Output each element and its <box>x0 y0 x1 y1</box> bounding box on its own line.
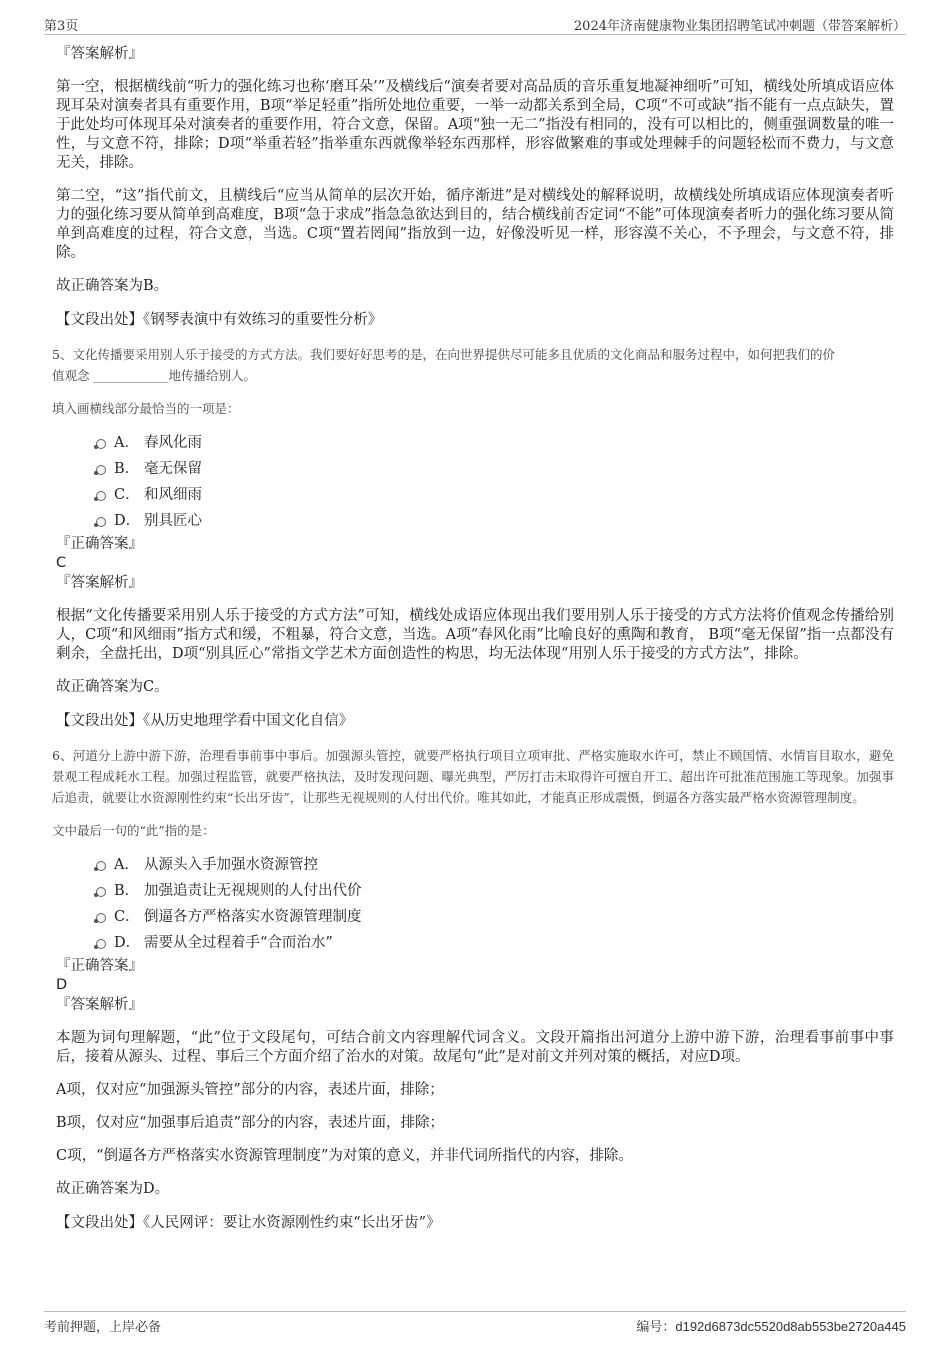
q4-analysis-label: 『答案解析』 <box>56 46 143 62</box>
q6-stem: 6、河道分上游中游下游，治理看事前事中事后。加强源头管控，就要严格执行项目立项审批、严格实施取水许可，禁止不顾国情、水情盲目取水，避免景观工程成耗水工程。加强过程监管，就要严格执法，及时发现问题、曝光典型，严厉打击未取得许可擅自开工、超出许可批准范围施工等现象。加强事后追责，就要让水资源刚性约束“长出牙齿”，让那些无视规则的人付出代价。唯其如此，才能真正形成震慑，倒逼各方落实最严格水资源管理制度。 <box>52 748 894 805</box>
q6-source: 【文段出处】《人民网评：要让水资源刚性约束“长出牙齿”》 <box>56 1215 441 1231</box>
q4-source: 【文段出处】《钢琴表演中有效练习的重要性分析》 <box>56 312 383 328</box>
q4-conclusion: 故正确答案为B。 <box>56 278 169 294</box>
page-header <box>44 12 906 35</box>
q6-options <box>56 852 894 956</box>
q5-source: 【文段出处】《从历史地理学看中国文化自信》 <box>56 713 354 729</box>
footer-code <box>636 1316 906 1335</box>
q5-conclusion: 故正确答案为C。 <box>56 679 169 695</box>
radio-icon[interactable] <box>96 887 106 897</box>
q6-option-d[interactable]: D． 需要从全过程着手“合而治水” <box>94 930 894 956</box>
q4-analysis-para-2: 第二空，“这”指代前文，且横线后“应当从简单的层次开始，循序渐进”是对横线处的解释说明，故横线处所填成语应体现演奏者听力的强化练习要从简单到高难度，B项“急于求成”指急急欲达到目的，结合横线前否定词“不能”可体现演奏者听力的强化练习要从简单到高难度的过程，符合文意，当选。C项“置若罔闻”指放到一边，好像没听见一样，形容漠不关心，不予理会，与文意不符，排除。 <box>56 188 894 261</box>
q5-option-a[interactable]: A． 春风化雨 <box>94 430 894 456</box>
q6-option-c[interactable]: C． 倒逼各方严格落实水资源管理制度 <box>94 904 894 930</box>
document-title: 2024年济南健康物业集团招聘笔试冲刺题（带答案解析） <box>573 19 906 34</box>
q6-analysis-para-1: 本题为词句理解题，“此”位于文段尾句，可结合前文内容理解代词含义。文段开篇指出河道分上游中游下游，治理看事前事中事后，接着从源头、过程、事后三个方面介绍了治水的对策。故尾句“此”是对前文并列对策的概括，对应D项。 <box>56 1030 894 1065</box>
q5-options <box>56 430 894 534</box>
q5-option-d[interactable]: D． 别具匠心 <box>94 508 894 534</box>
radio-icon[interactable] <box>96 439 106 449</box>
footer-code-value: d192d6873dc5520d8ab553be2720a445 <box>675 1319 906 1334</box>
q6-point-b: B项，仅对应“加强事后追责”部分的内容，表述片面，排除； <box>56 1115 444 1131</box>
q6-point-a: A项，仅对应“加强源头管控”部分的内容，表述片面，排除； <box>56 1082 444 1098</box>
q5-correct-label: 『正确答案』 <box>56 536 143 552</box>
radio-icon[interactable] <box>96 491 106 501</box>
q5-option-b[interactable]: B． 毫无保留 <box>94 456 894 482</box>
q5-stem-line-1: 5、文化传播要采用别人乐于接受的方式方法。我们要好好思考的是，在向世界提供尽可能多且优质的文化商品和服务过程中，如何把我们的价 <box>52 347 835 362</box>
footer-code-label: 编号： <box>636 1320 676 1335</box>
q5-correct-answer: C <box>56 555 67 571</box>
q5-stem-line-2-post: 地传播给别人。 <box>168 368 257 383</box>
q4-analysis-para-1: 第一空，根据横线前“听力的强化练习也称‘磨耳朵’”及横线后“演奏者要对高品质的音乐重复地凝神细听”可知，横线处所填成语应体现耳朵对演奏者具有重要作用，B项“举足轻重”指所处地位重要，一举一动都关系到全局，C项“不可或缺”指不能有一点点缺失，置于此处均可体现耳朵对演奏者的重要作用，符合文意，保留。A项“独一无二”指没有相同的，没有可以相比的，侧重强调数量的唯一性，与文意不符，排除；D项“举重若轻”指举重东西就像举轻东西那样，形容做繁难的事或处理棘手的问题轻松而不费力，与文意无关，排除。 <box>56 79 894 171</box>
q6-correct-label: 『正确答案』 <box>56 958 143 974</box>
q6-correct-answer: D <box>56 977 68 993</box>
radio-icon[interactable] <box>96 861 106 871</box>
q5-fill-blank: ____________ <box>93 368 169 383</box>
q5-analysis-label: 『答案解析』 <box>56 575 143 591</box>
radio-icon[interactable] <box>96 939 106 949</box>
q5-option-c[interactable]: C． 和风细雨 <box>94 482 894 508</box>
q6-option-b[interactable]: B． 加强追责让无视规则的人付出代价 <box>94 878 894 904</box>
page-content <box>52 44 894 1233</box>
q5-stem <box>52 344 894 386</box>
q5-stem-line-2-pre: 值观念 <box>52 368 90 383</box>
q6-point-c: C项，“倒逼各方严格落实水资源管理制度”为对策的意义，并非代词所指代的内容，排除。 <box>56 1148 633 1164</box>
page-number: 第3页 <box>44 19 79 34</box>
radio-icon[interactable] <box>96 465 106 475</box>
q6-option-a[interactable]: A． 从源头入手加强水资源管控 <box>94 852 894 878</box>
q6-prompt: 文中最后一句的“此”指的是： <box>52 823 215 838</box>
page-footer <box>44 1311 906 1336</box>
q6-conclusion: 故正确答案为D。 <box>56 1181 170 1197</box>
footer-slogan: 考前押题，上岸必备 <box>44 1320 162 1335</box>
q5-analysis-para-1: 根据“文化传播要采用别人乐于接受的方式方法”可知，横线处成语应体现出我们要用别人乐于接受的方式方法将价值观念传播给别人，C项“和风细雨”指方式和缓，不粗暴，符合文意，当选。A项“春风化雨”比喻良好的熏陶和教育， B项“毫无保留”指一点都没有剩余，全盘托出，D项“别具匠心”常指文学艺术方面创造性的构思，均无法体现“用别人乐于接受的方式方法”，排除。 <box>56 608 894 662</box>
q6-analysis-label: 『答案解析』 <box>56 997 143 1013</box>
radio-icon[interactable] <box>96 913 106 923</box>
radio-icon[interactable] <box>96 517 106 527</box>
q5-prompt: 填入画横线部分最恰当的一项是： <box>52 401 240 416</box>
